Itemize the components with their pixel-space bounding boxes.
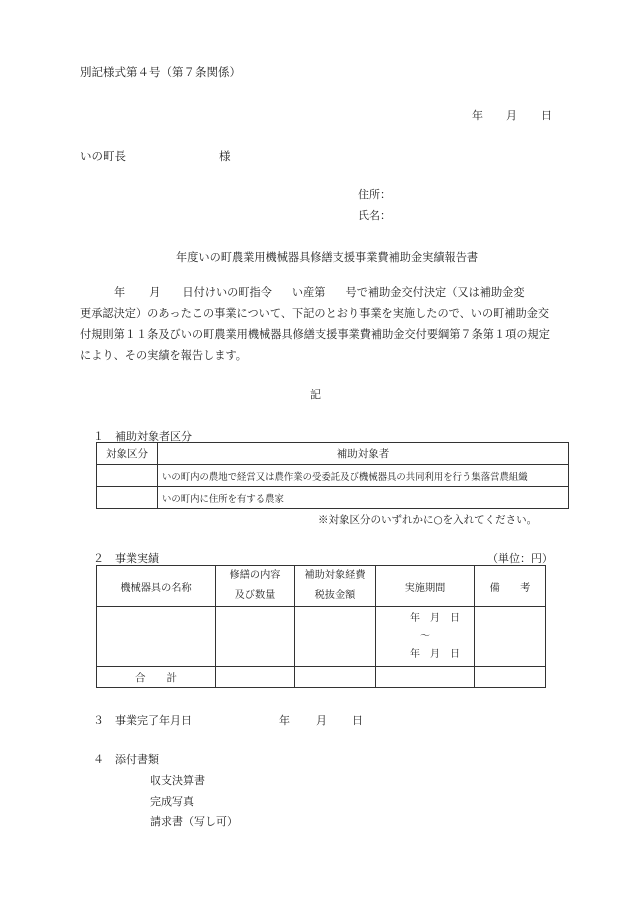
body-decision: 号で補助金交付決定（又は補助金変 [345,286,525,299]
target-cell: いの町内の農地で経営又は農作業の受委託及び機械器具の共同利用を行う集落営農組織 [158,465,569,487]
section1-heading: １ 補助対象者区分 [93,430,192,443]
body-paragraph [80,282,550,366]
col-header-target: 補助対象者 [158,443,569,465]
completion-year: 年 [279,714,290,727]
name-label: 氏名： [358,209,391,222]
body-rest: 更承認決定）のあったこの事業について、下記のとおり事業を実施したので、いの町補助金交付規則第１１条及びいの町農業用機械器具修繕支援事業費補助金交付要綱第７条第１項の規定により、その実績を報告します。 [80,307,550,362]
col-header-period: 実施期間 [376,566,475,607]
addressee-honorific: 様 [219,149,231,163]
body-year: 年 [114,286,126,299]
period-from: 年 月 日 [410,612,460,624]
body-ref-prefix: い産第 [291,286,326,299]
col-header-content-2: 及び数量 [234,590,276,601]
col-header-content-1: 修繕の内容 [229,570,281,581]
document-title: 年度いの町農業用機械器具修繕支援事業費補助金実績報告書 [176,251,479,264]
col-header-name: 機械器具の名称 [97,566,216,607]
section1-note: ※対象区分のいずれかに○を入れてください。 [318,514,538,526]
name-cell[interactable] [97,607,216,667]
col-header-category: 対象区分 [97,443,158,465]
results-table [96,565,546,688]
table-header-row [97,566,546,607]
section2-heading: ２ 事業実績 [93,552,159,565]
list-item: 完成写真 [150,794,194,808]
date-month: 月 [506,109,517,122]
col-header-content [216,566,295,607]
attachment-list [150,771,238,833]
total-cost-cell[interactable] [295,667,376,688]
category-cell[interactable] [97,465,158,487]
table-row [97,465,569,487]
section3-heading: ３ 事業完了年月日 [93,714,192,727]
table-row [97,607,546,667]
col-header-cost-2: 税抜金額 [314,590,356,601]
table-row [97,487,569,509]
body-date-ref: 日付けいの町指令 [182,286,272,299]
total-content-cell [216,667,295,688]
addressee-name: いの町長 [80,149,126,163]
cost-cell[interactable] [295,607,376,667]
unit-label: （単位：円） [487,552,553,565]
period-to: 年 月 日 [410,648,460,660]
total-row [97,667,546,688]
target-cell: いの町内に住所を有する農家 [158,487,569,509]
remarks-cell[interactable] [475,607,546,667]
total-remarks-cell [475,667,546,688]
category-cell[interactable] [97,487,158,509]
completion-day: 日 [352,714,363,727]
total-label: 合 計 [97,667,216,688]
total-period-cell [376,667,475,688]
form-id: 別記様式第４号（第７条関係） [80,65,241,79]
completion-month: 月 [316,714,327,727]
period-cell[interactable] [376,607,475,667]
body-month: 月 [149,286,161,299]
col-header-remarks: 備 考 [475,566,546,607]
date-day: 日 [541,109,552,122]
col-header-cost [295,566,376,607]
content-cell[interactable] [216,607,295,667]
period-tilde: ～ [420,630,430,642]
list-item: 収支決算書 [150,774,205,787]
date-year: 年 [472,109,483,122]
table-header-row [97,443,569,465]
list-item: 請求書（写し可） [150,815,238,828]
address-label: 住所： [358,188,391,201]
target-table [96,442,569,509]
col-header-cost-1: 補助対象経費 [304,570,366,581]
section4-heading: ４ 添付書類 [93,753,159,766]
ki-marker: 記 [310,388,321,401]
